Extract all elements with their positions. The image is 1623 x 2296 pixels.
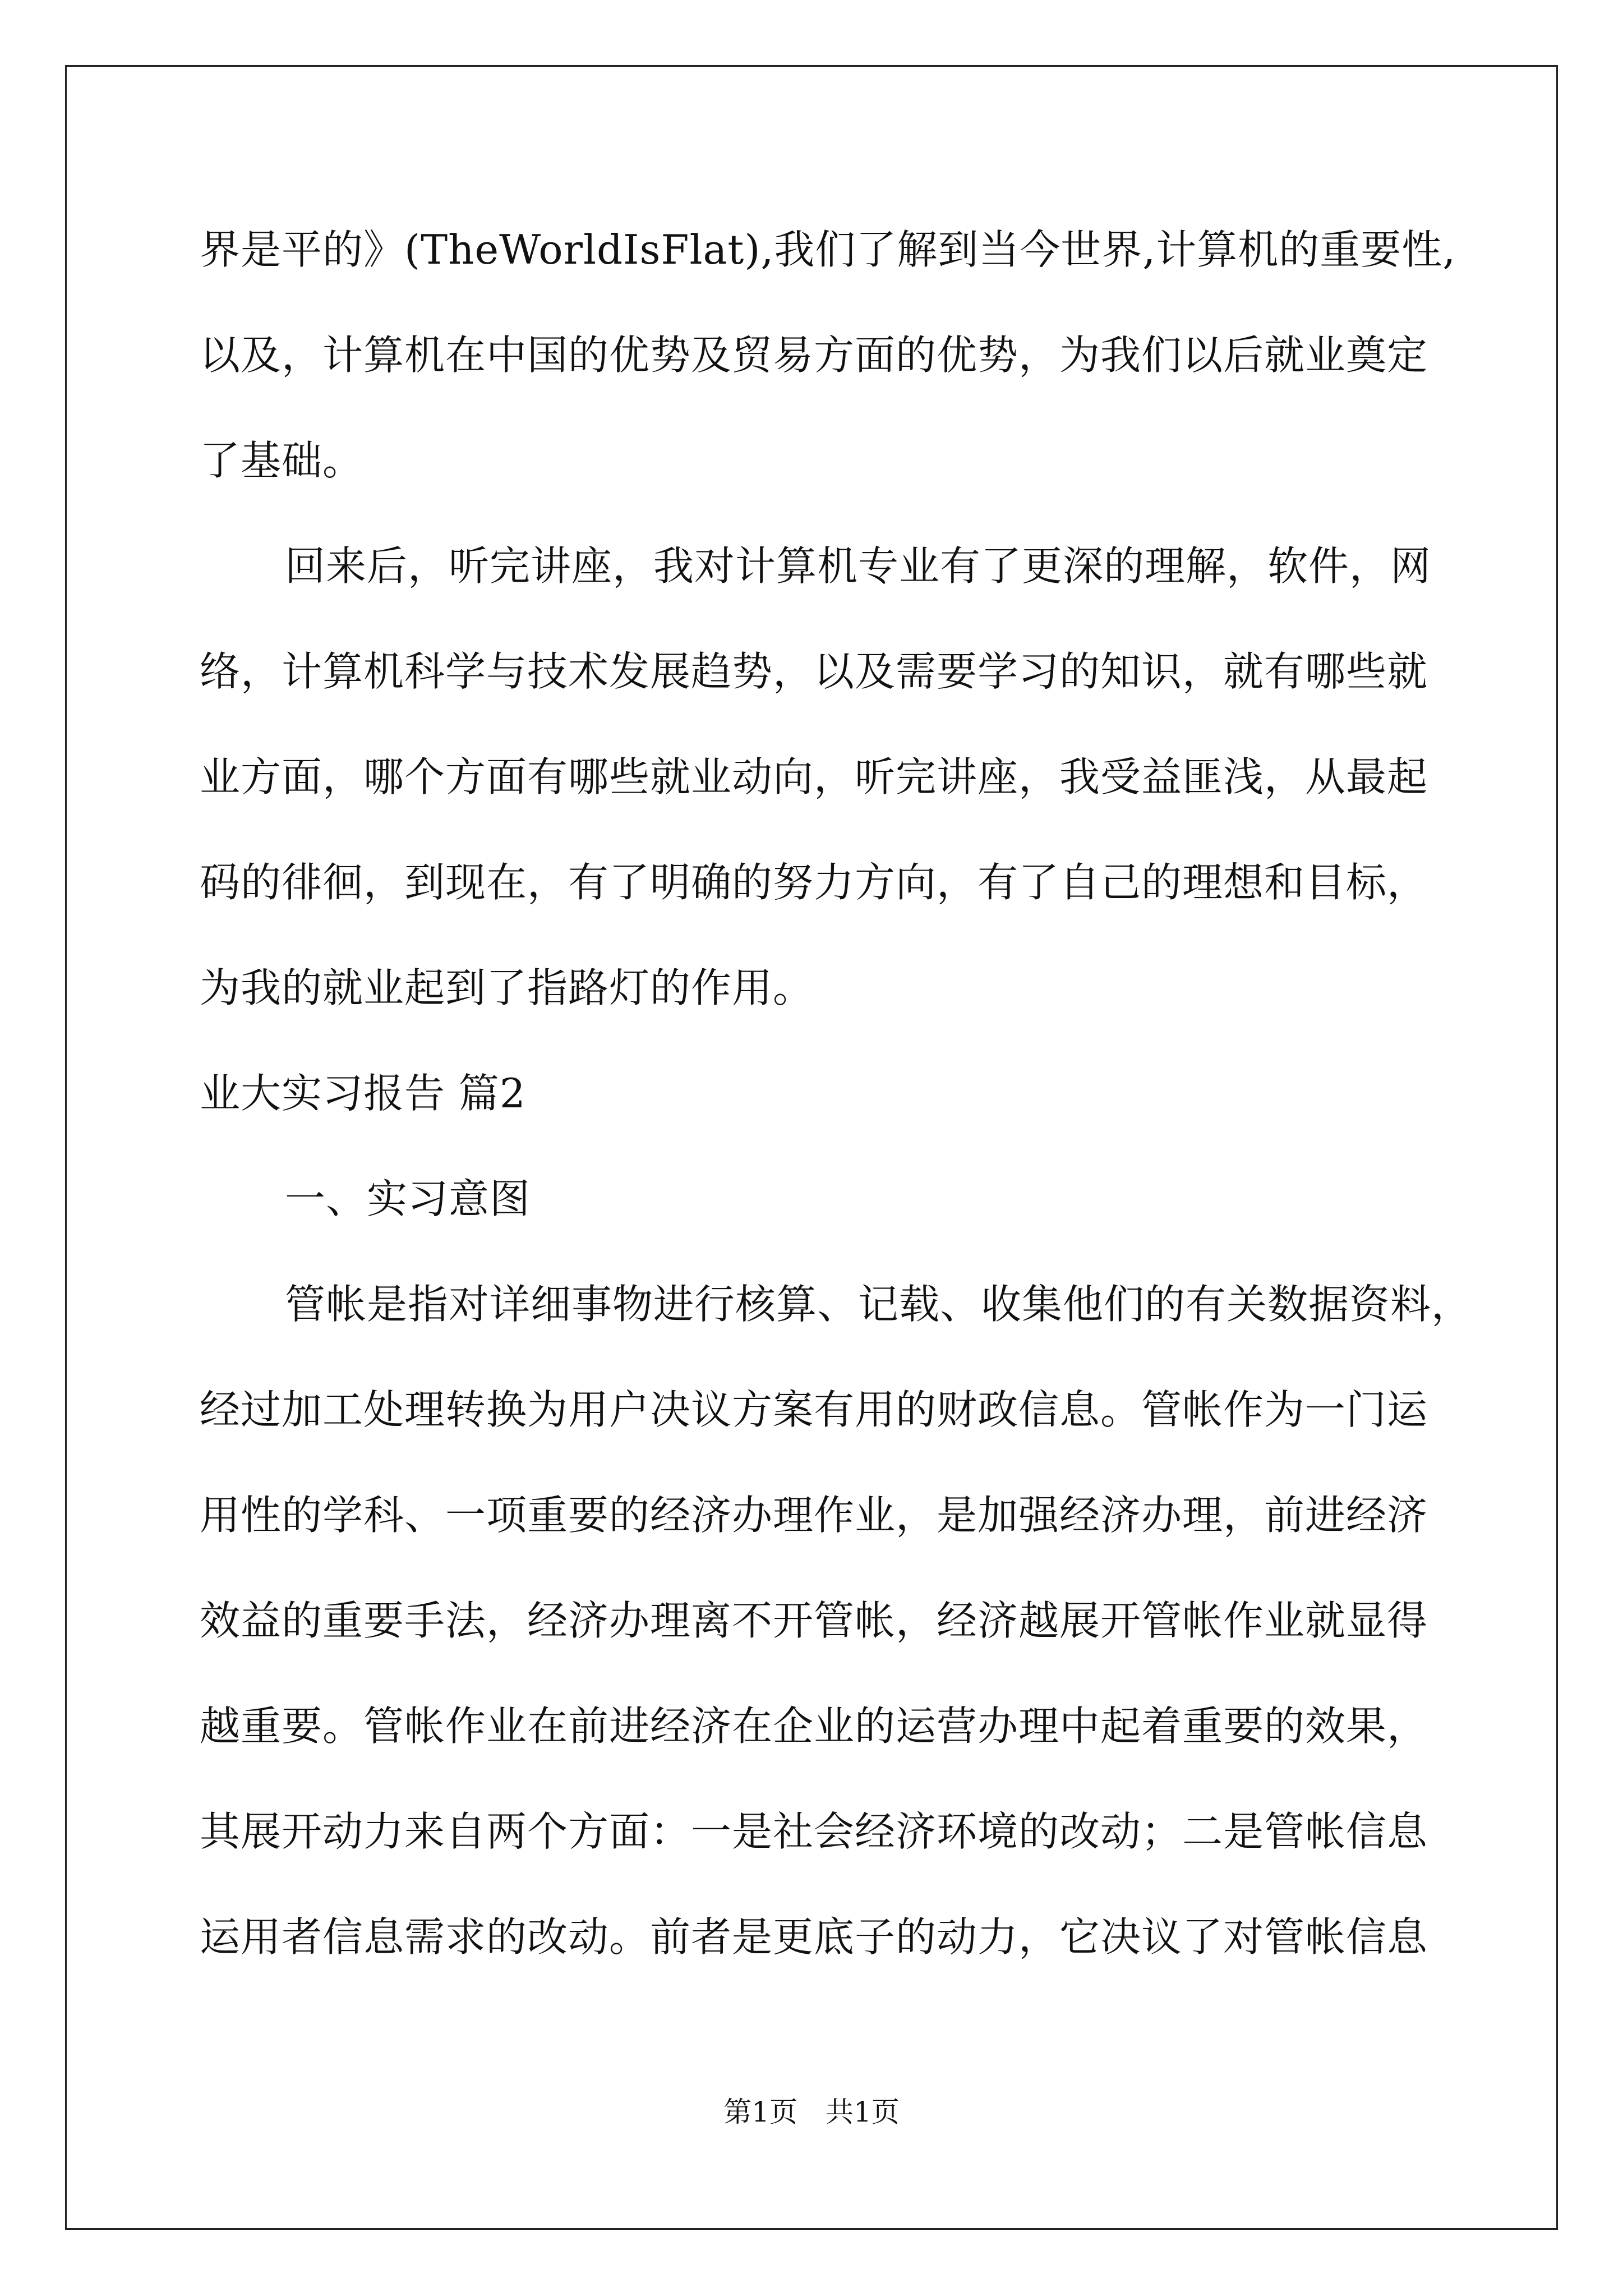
text-line-11: 管帐是指对详细事物进行核算、记载、收集他们的有关数据资料，	[285, 1281, 1473, 1328]
text-line-2: 以及，计算机在中国的优势及贸易方面的优势，为我们以后就业奠定	[200, 332, 1428, 379]
text-line-5: 络，计算机科学与技术发展趋势，以及需要学习的知识，就有哪些就	[200, 648, 1428, 695]
text-line-15: 越重要。管帐作业在前进经济在企业的运营办理中起着重要的效果，	[200, 1703, 1428, 1750]
text-line-3: 了基础。	[200, 437, 364, 484]
text-line-4: 回来后，听完讲座，我对计算机专业有了更深的理解，软件，网	[285, 542, 1432, 590]
page-footer	[0, 2095, 1623, 2129]
text-line-8: 为我的就业起到了指路灯的作用。	[200, 964, 814, 1011]
text-line-7: 码的徘徊，到现在，有了明确的努力方向，有了自己的理想和目标，	[200, 859, 1428, 906]
text-line-16: 其展开动力来自两个方面：一是社会经济环境的改动；二是管帐信息	[200, 1808, 1428, 1855]
text-line-12: 经过加工处理转换为用户决议方案有用的财政信息。管帐作为一门运	[200, 1386, 1428, 1433]
text-line-13: 用性的学科、一项重要的经济办理作业，是加强经济办理，前进经济	[200, 1492, 1428, 1539]
text-line-17: 运用者信息需求的改动。前者是更底子的动力，它决议了对管帐信息	[200, 1913, 1428, 1961]
page-border	[65, 65, 1558, 2230]
text-line-1: 界是平的》(TheWorldIsFlat),我们了解到当今世界,计算机的重要性,	[200, 226, 1456, 273]
page-total: 共1页	[826, 2096, 900, 2128]
subsection-heading: 一、实习意图	[285, 1175, 531, 1222]
page-number: 第1页	[723, 2096, 797, 2128]
section-heading: 业大实习报告 篇2	[200, 1070, 526, 1117]
text-line-6: 业方面，哪个方面有哪些就业动向，听完讲座，我受益匪浅，从最起	[200, 753, 1428, 800]
text-line-14: 效益的重要手法，经济办理离不开管帐，经济越展开管帐作业就显得	[200, 1597, 1428, 1644]
